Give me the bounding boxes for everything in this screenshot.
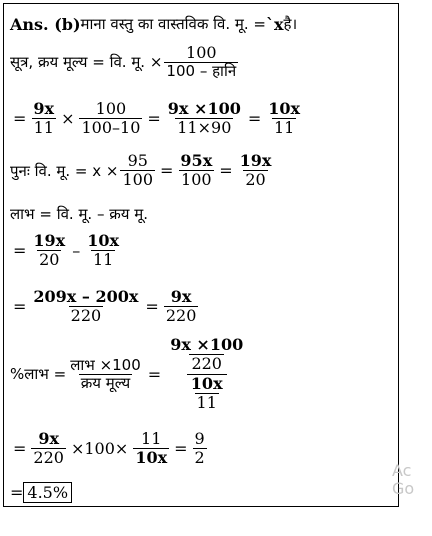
- step1-line: [10, 100, 304, 138]
- frac-den: 11: [273, 118, 295, 138]
- frac-num: 95: [127, 151, 148, 170]
- frac-num: 100: [95, 99, 127, 118]
- frac-den: क्रय मूल्य: [80, 373, 131, 392]
- frac-den: 2: [194, 448, 205, 468]
- answer-suffix: है।: [283, 15, 298, 33]
- frac-num: 11: [141, 429, 162, 448]
- step6-eq2: =: [174, 439, 188, 459]
- step1-frac1: [31, 100, 56, 138]
- step4-frac2: [164, 288, 199, 326]
- step1-frac3: [166, 100, 243, 138]
- step1-eq3: =: [247, 109, 262, 129]
- frac-num: 19x: [239, 151, 272, 170]
- formula-line: [10, 44, 240, 81]
- step6-times: ×100×: [70, 439, 129, 459]
- step1-eq: =: [13, 109, 27, 129]
- step3-line: [10, 232, 123, 270]
- frac-den: 100–10: [81, 118, 141, 138]
- frac-num: 9: [194, 429, 205, 448]
- step1-frac4: [266, 100, 302, 138]
- frac-den: 220: [33, 448, 64, 468]
- step1-eq2: =: [147, 109, 161, 129]
- frac-num: लाभ ×100: [70, 355, 141, 374]
- watermark: [392, 462, 414, 497]
- frac-num: 95x: [180, 151, 213, 170]
- frac-num: 10x: [87, 231, 120, 250]
- frac-num: 19x: [33, 231, 66, 250]
- frac-num: 9x ×100: [167, 99, 241, 118]
- frac-den: 100: [181, 170, 212, 190]
- watermark-line-1: Ac: [392, 461, 412, 480]
- step4-eq2: =: [145, 297, 159, 317]
- step6-frac3: [193, 430, 207, 468]
- final-line: [10, 482, 72, 503]
- step3-minus: –: [72, 241, 81, 261]
- answer-prefix: Ans. (b): [10, 14, 81, 34]
- frac-num: 9x ×100: [170, 335, 244, 354]
- answer-value: `x: [266, 14, 284, 34]
- frac-num: 9x: [33, 99, 55, 118]
- frac-den: 220: [165, 306, 197, 326]
- frac-den: 220: [70, 306, 102, 326]
- frac-den: 11: [196, 393, 217, 413]
- formula-label: सूत्र, क्रय मूल्य = वि. मू. ×: [10, 53, 163, 72]
- frac-den: 11×90: [177, 118, 232, 138]
- step2-frac1: [120, 152, 155, 190]
- frac-den: 20: [39, 250, 60, 270]
- step3-frac1: [31, 232, 67, 270]
- frac-num: 10x: [190, 373, 223, 393]
- step2-frac2: [178, 152, 214, 190]
- step2-eq: =: [160, 161, 174, 181]
- formula-num: 100: [186, 43, 217, 62]
- frac-den: 11: [92, 250, 114, 270]
- step1-frac2: [79, 100, 142, 138]
- step6-frac2: [133, 430, 169, 468]
- frac-den: 220: [191, 354, 222, 374]
- complex-upper: [166, 336, 247, 374]
- step4-frac1: [31, 288, 140, 326]
- formula-den: 100 – हानि: [166, 62, 237, 81]
- frac-den: 11: [33, 118, 54, 138]
- answer-line: [10, 14, 297, 34]
- step5-line: [10, 336, 249, 413]
- frac-num: 209x – 200x: [33, 287, 139, 306]
- final-answer: 4.5%: [23, 482, 72, 503]
- profit-definition: [10, 204, 148, 224]
- step5-frac1: [68, 357, 143, 393]
- frac-num: 9x: [170, 287, 192, 306]
- step4-line: [10, 288, 200, 326]
- frac-num: 10x: [268, 99, 301, 118]
- complex-lower: [187, 374, 227, 413]
- frac-den: 10x: [135, 448, 168, 468]
- frac-num: 9x: [38, 429, 60, 448]
- frac-den: 100: [122, 170, 154, 190]
- step5-eq: =: [147, 364, 162, 384]
- solution-box: [3, 3, 399, 507]
- step2-eq2: =: [219, 161, 233, 181]
- step1-times: ×: [61, 109, 75, 129]
- step2-frac3: [238, 152, 274, 190]
- step3-frac2: [85, 232, 121, 270]
- final-eq: =: [10, 483, 24, 503]
- step6-frac1: [31, 430, 66, 468]
- step6-line: [10, 430, 209, 468]
- step5-complex-fraction: [166, 336, 247, 413]
- step4-eq: =: [13, 297, 27, 317]
- step5-label: %लाभ =: [10, 365, 67, 384]
- step2-label: पुनः वि. मू. = x ×: [10, 161, 119, 180]
- step6-eq: =: [13, 439, 27, 459]
- watermark-line-2: Go: [392, 478, 415, 498]
- answer-text: माना वस्तु का वास्तविक वि. मू. =: [80, 15, 266, 33]
- profit-def-text: लाभ = वि. मू. – क्रय मू.: [10, 205, 148, 223]
- step2-line: [10, 152, 275, 190]
- frac-den: 20: [245, 170, 266, 190]
- formula-fraction: [164, 44, 238, 81]
- step3-eq: =: [13, 241, 27, 261]
